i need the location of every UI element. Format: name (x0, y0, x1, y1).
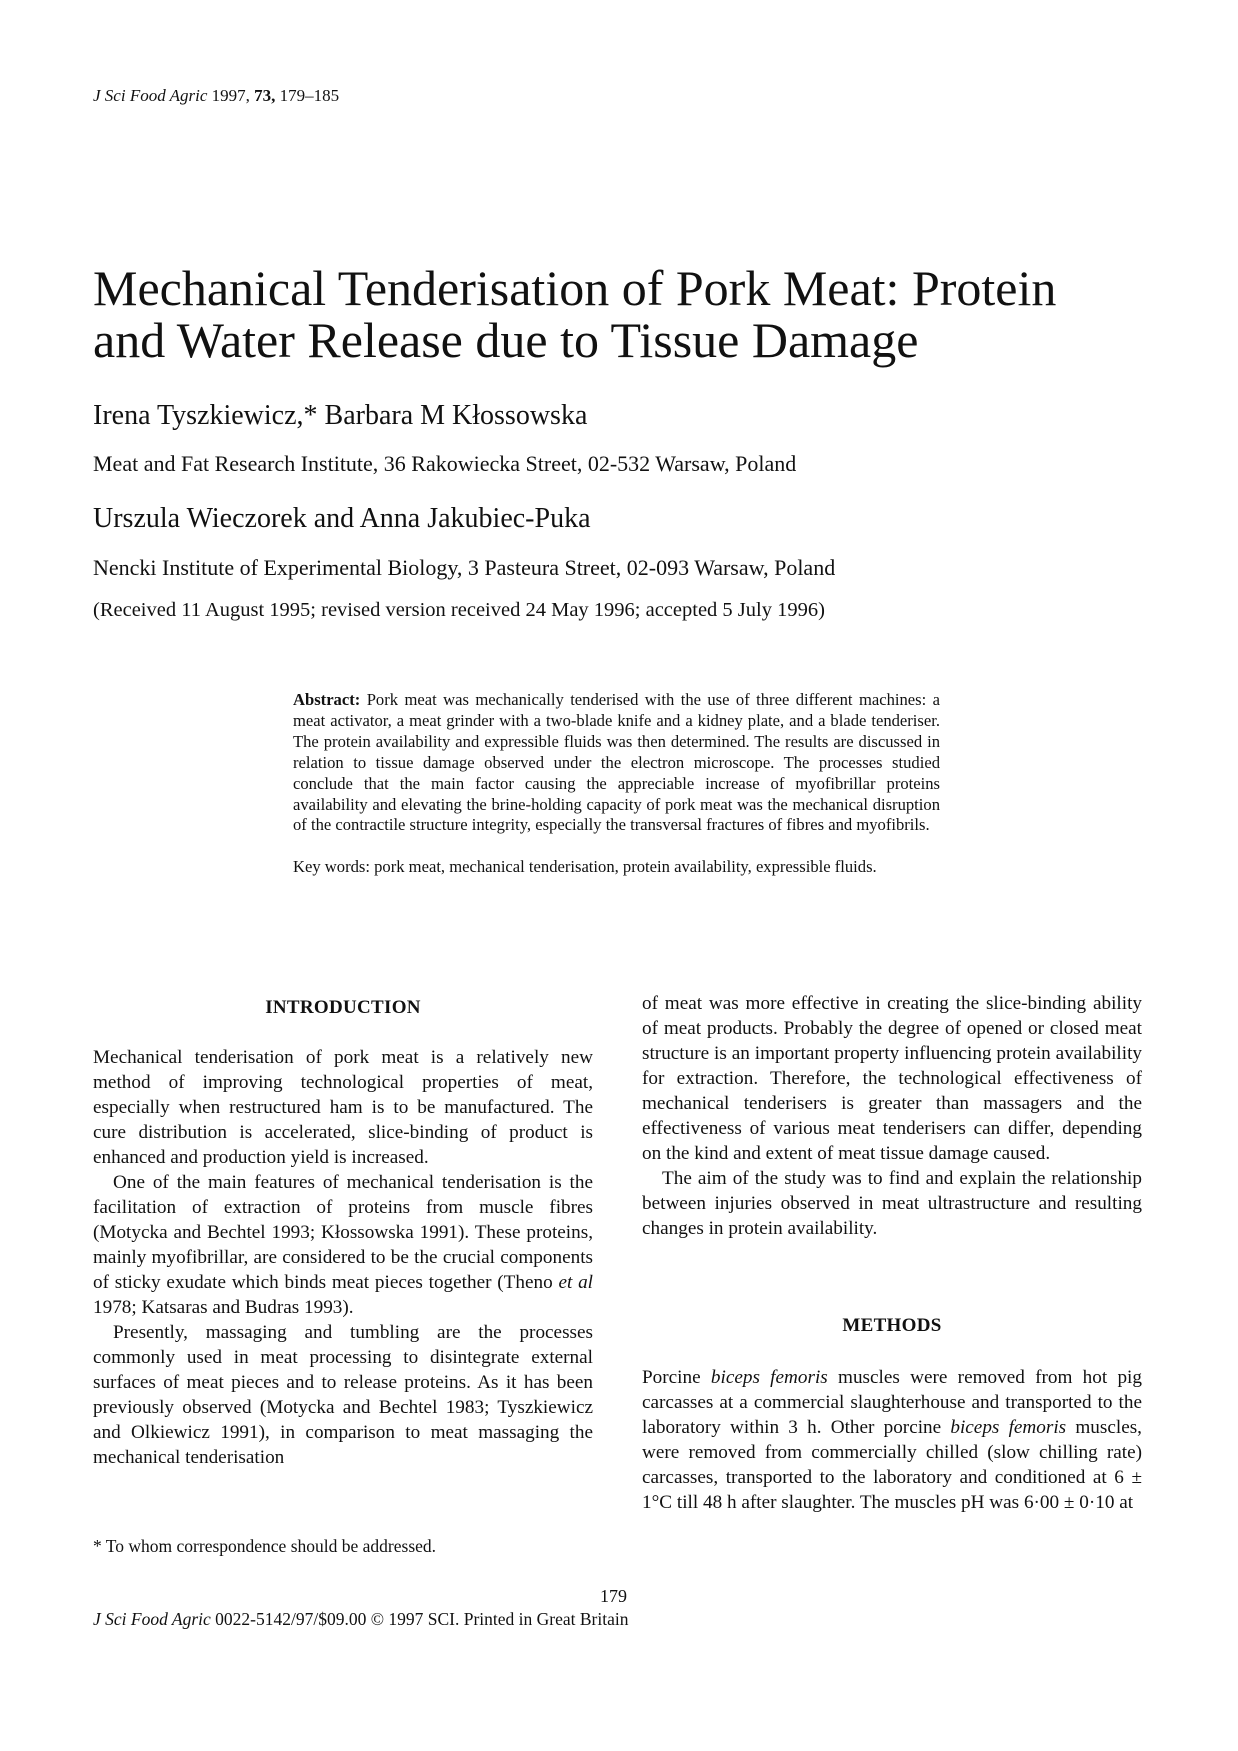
title-line-1: Mechanical Tenderisation of Pork Meat: Protein (93, 260, 1057, 316)
methods-p1-text-b: muscles were removed from hot pig carcasses at a commercial slaughterhouse and transported to the laboratory within 3 h. Other porcine (642, 1367, 1142, 1438)
title-line-2: and Water Release due to Tissue Damage (93, 312, 919, 368)
methods-heading: METHODS (842, 1315, 942, 1336)
methods-p1-text-a: Porcine (642, 1367, 711, 1388)
affiliation-2: Nencki Institute of Experimental Biology, 3 Pasteura Street, 02-093 Warsaw, Poland (93, 555, 836, 580)
methods-paragraph-1 (642, 1365, 1142, 1515)
intro-p2-etal: et al (558, 1272, 594, 1293)
journal-pages: 179–185 (279, 86, 340, 105)
abstract-text: Pork meat was mechanically tenderised with the use of three different machines: a meat activator, a meat grinder with a two-blade knife and a kidney plate, and a blade tenderiser. The protein availability and expressible fluids was then determined. The results are discussed in relation to tissue damage observed under the electron microscope. The processes studied conclude that the main factor causing the appreciable increase of myofibrillar proteins availability and elevating the brine-holding capacity of pork meat was the mechanical disruption of the contractile structure integrity, especially the transversal fractures of fibres and myofibrils. (293, 690, 941, 835)
footer-copyright: 0022-5142/97/$09.00 © 1997 SCI. Printed in Great Britain (210, 1609, 629, 1629)
received-dates: (Received 11 August 1995; revised version received 24 May 1996; accepted 5 July 1996) (93, 599, 825, 621)
intro-paragraph-2 (93, 1170, 593, 1320)
methods-p1-text-c: muscles, were removed from commercially chilled (slow chilling rate) carcasses, transported to the laboratory and conditioned at 6 ± 1°C till 48 h after slaughter. The muscles pH was 6·00 ± 0·10 at (642, 1417, 1142, 1513)
authors-group-1: Irena Tyszkiewicz,* Barbara M Kłossowska (93, 400, 588, 431)
journal-name: J Sci Food Agric (93, 86, 208, 105)
intro-paragraph-3-continued: of meat was more effective in creating the slice-binding ability of meat products. Probably the degree of opened or closed meat structure is an important property influencing protein availability for extraction. Therefore, the technological effectiveness of mechanical tenderisers is greater than massagers and the effectiveness of various meat tenderisers can differ, depending on the kind and extent of meat tissue damage caused. (642, 993, 1142, 1164)
abstract-body (293, 690, 940, 836)
abstract-label: Abstract: (293, 690, 361, 709)
journal-volume: 73, (254, 86, 276, 105)
authors-group-2: Urszula Wieczorek and Anna Jakubiec-Puka (93, 503, 591, 534)
footnote: * To whom correspondence should be addressed. (93, 1536, 437, 1556)
affiliation-1: Meat and Fat Research Institute, 36 Rakowiecka Street, 02-532 Warsaw, Poland (93, 451, 797, 476)
methods-p1-italic-1: biceps femoris (710, 1367, 828, 1388)
abstract (293, 690, 940, 878)
footer-journal: J Sci Food Agric (93, 1609, 211, 1629)
intro-p2-text-b: 1978; Katsaras and Budras 1993). (93, 1297, 354, 1318)
paper-title (93, 262, 1153, 366)
intro-p2-text-a: One of the main features of mechanical tenderisation is the facilitation of extraction of proteins from muscle fibres (Motycka and Bechtel 1993; Kłossowska 1991). These proteins, mainly myofibrillar, are considered to be the crucial components of sticky exudate which binds meat pieces together (Theno (93, 1172, 593, 1293)
intro-paragraph-4: The aim of the study was to find and explain the relationship between injuries observed in meat ultrastructure and resulting changes in protein availability. (642, 1168, 1142, 1239)
intro-paragraph-1: Mechanical tenderisation of pork meat is a relatively new method of improving technological properties of meat, especially when restructured ham is to be manufactured. The cure distribution is accelerated, slice-binding of product is enhanced and production yield is increased. (93, 1047, 593, 1168)
introduction-heading: INTRODUCTION (265, 997, 421, 1018)
running-head (93, 86, 339, 106)
intro-paragraph-3: Presently, massaging and tumbling are the processes commonly used in meat processing to disintegrate external surfaces of meat pieces and to release proteins. As it has been previously observed (Motycka and Bechtel 1983; Tyszkiewicz and Olkiewicz 1991), in comparison to meat massaging the mechanical tenderisation (93, 1322, 593, 1468)
journal-year: 1997, (211, 86, 250, 105)
left-column (93, 997, 594, 1470)
keywords: Key words: pork meat, mechanical tenderisation, protein availability, expressible fluids. (293, 857, 877, 877)
page-number: 179 (600, 1586, 627, 1606)
methods-p1-italic-2: biceps femoris (950, 1417, 1067, 1438)
right-column (642, 991, 1142, 1515)
page-footer (93, 1609, 629, 1630)
